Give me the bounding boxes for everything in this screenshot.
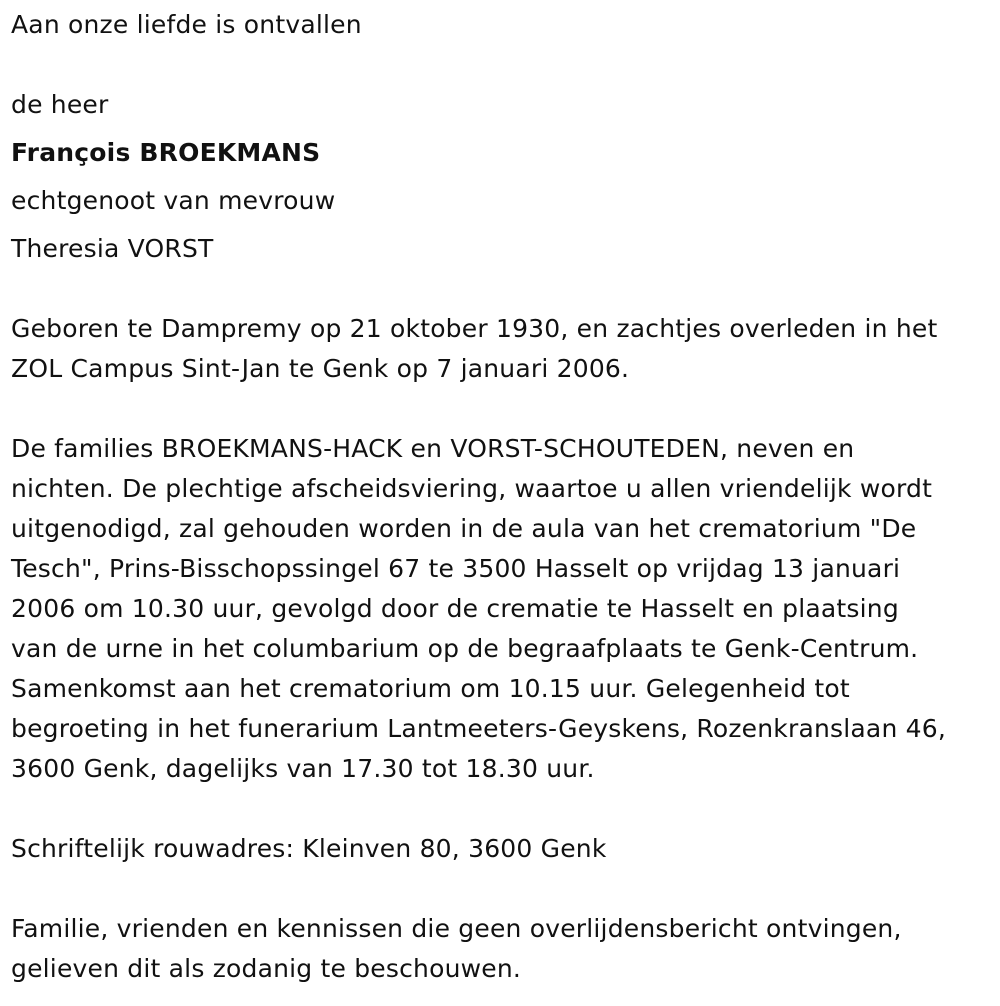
intro-text: Aan onze liefde is ontvallen [11,10,362,39]
relation-text: echtgenoot van mevrouw [11,186,336,215]
ceremony-paragraph: De families BROEKMANS-HACK en VORST-SCHOUTEDEN, neven en nichten. De plechtige afscheidsviering, waartoe u allen vriendelijk wordt uitgenodigd, zal gehouden worden in de aula van het crematorium "De Tesch", Prins-Bisschopssingel 67 te 3500 Hasselt op vrijdag 13 januari 2006 om 10.30 uur, gevolgd door de crematie te Hasselt en plaatsing van de urne in het columbarium op de begraafplaats te Genk-Centrum. Samenkomst aan het crematorium om 10.15 uur. Gelegenheid tot begroeting in het funerarium Lantmeeters-Geyskens, Rozenkranslaan 46, 3600 Genk, dagelijks van 17.30 tot 18.30 uur. [11,434,946,783]
deceased-name: François BROEKMANS [11,138,321,167]
address-text: Schriftelijk rouwadres: Kleinven 80, 3600 Genk [11,834,607,863]
closing-paragraph: Familie, vrienden en kennissen die geen overlijdensbericht ontvingen, gelieven dit als zodanig te beschouwen. [11,914,902,983]
birth-death-paragraph: Geboren te Dampremy op 21 oktober 1930, en zachtjes overleden in het ZOL Campus Sint-Jan te Genk op 7 januari 2006. [11,314,938,383]
spouse-name: Theresia VORST [11,234,214,263]
title-text: de heer [11,90,109,119]
